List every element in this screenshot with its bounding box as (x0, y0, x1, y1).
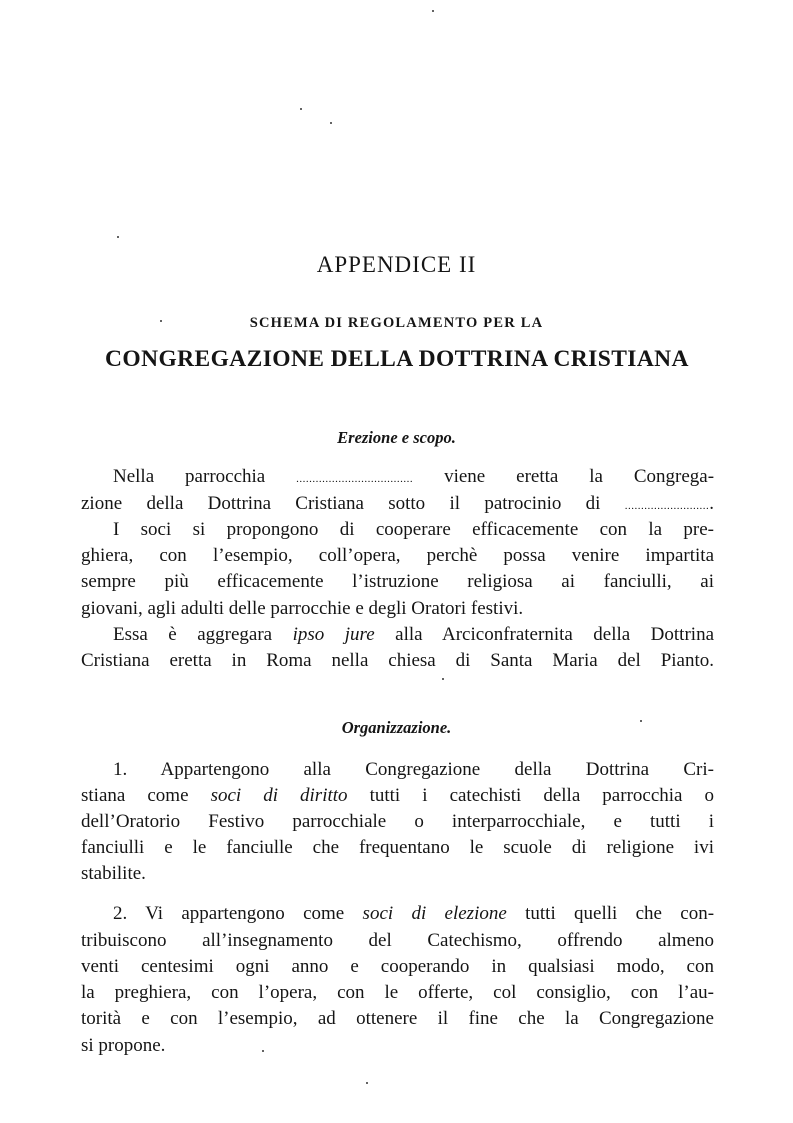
text-line (81, 494, 714, 513)
italic-phrase: soci di elezione (362, 903, 507, 924)
text-fragment: Essa è aggregara (113, 624, 273, 645)
text-fragment: zione della Dottrina Cristiana sotto il patrocinio di (81, 493, 601, 514)
appendix-title: APPENDICE II (316, 252, 477, 277)
blank-fill-dots: .................................... (296, 473, 414, 485)
text-line: I soci si propongono di cooperare efficacemente con la pre- (113, 519, 714, 540)
scan-speck (366, 1082, 368, 1084)
scan-speck (442, 678, 444, 680)
text-fragment: tutti i catechisti della parrocchia o (369, 785, 715, 806)
text-line: tribuiscono all’insegnamento del Catechismo, offrendo almeno (81, 930, 714, 951)
text-fragment: tutti quelli che con- (525, 903, 715, 924)
text-line: 1. Appartengono alla Congregazione della Dottrina Cri- (113, 759, 714, 780)
blank-fill-dots: .......................... (624, 500, 710, 512)
text-fragment: viene eretta la Congrega- (444, 466, 715, 487)
section-heading-organizzazione: Organizzazione. (341, 718, 452, 737)
scan-speck (330, 122, 332, 124)
text-line: fanciulli e le fanciulle che frequentano le scuole di religione ivi (81, 837, 714, 858)
text-line: venti centesimi ogni anno e cooperando in qualsiasi modo, con (81, 956, 714, 977)
italic-phrase: soci di diritto (210, 785, 348, 806)
text-fragment: stiana come (81, 785, 189, 806)
text-line: torità e con l’esempio, ad ottenere il fine che la Congregazione (81, 1008, 714, 1029)
text-fragment: alla Arciconfraternita della Dottrina (395, 624, 715, 645)
text-line (113, 467, 714, 486)
document-subtitle: SCHEMA DI REGOLAMENTO PER LA (249, 315, 544, 331)
text-fragment: . (709, 493, 714, 514)
text-line: la preghiera, con l’opera, con le offerte, col consiglio, con l’au- (81, 982, 714, 1003)
text-line: dell’Oratorio Festivo parrocchiale o interparrocchiale, e tutti i (81, 811, 714, 832)
text-line: stabilite. (81, 863, 146, 884)
text-line: sempre più efficacemente l’istruzione religiosa ai fanciulli, ai (81, 571, 714, 592)
document-title: CONGREGAZIONE DELLA DOTTRINA CRISTIANA (105, 346, 689, 372)
text-fragment: 2. Vi appartengono come (113, 903, 345, 924)
section-heading-erezione: Erezione e scopo. (337, 428, 456, 447)
text-line (81, 786, 714, 805)
italic-phrase: ipso jure (292, 624, 375, 645)
text-line: Cristiana eretta in Roma nella chiesa di Santa Maria del Pianto. (81, 650, 714, 671)
text-line (113, 904, 714, 923)
text-line: giovani, agli adulti delle parrocchie e degli Oratori festivi. (81, 598, 524, 619)
text-fragment: Nella parrocchia (113, 466, 266, 487)
text-line: ghiera, con l’esempio, coll’opera, perchè possa venire impartita (81, 545, 714, 566)
text-line (113, 625, 714, 644)
text-line: si propone. (81, 1035, 166, 1056)
scan-speck (300, 108, 302, 110)
scan-speck (432, 10, 434, 12)
scan-speck (117, 236, 119, 238)
